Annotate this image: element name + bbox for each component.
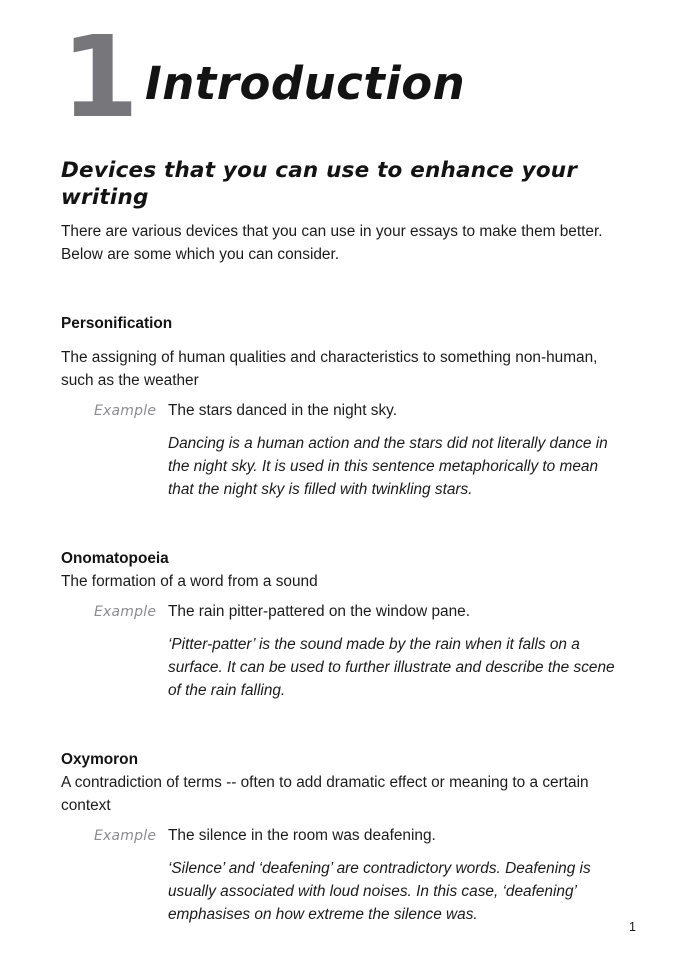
device-explanation: Dancing is a human action and the stars did not literally dance in the night sky. It is used in this sentence metaphorically to mean that the night sky is filled with twinkling stars. [168,435,608,498]
example-sentence: The silence in the room was deafening. [168,827,436,844]
device-explanation: ‘Silence’ and ‘deafening’ are contradictory words. Deafening is usually associated with loud noises. In this case, ‘deafening’ emphasises on how extreme the silence was. [168,860,591,923]
example-label: Example [94,604,157,620]
device-definition: The assigning of human qualities and characteristics to something non-human, such as the weather [61,349,598,389]
device-entry-onomatopoeia [61,548,627,702]
page-content [61,157,627,926]
example-sentence: The rain pitter-pattered on the window pane. [168,603,471,620]
device-example-row [61,824,627,848]
device-example-row [61,399,627,423]
device-entry-oxymoron [61,749,627,926]
example-sentence: The stars danced in the night sky. [168,402,397,419]
chapter-title: Introduction [145,57,466,110]
example-label: Example [94,828,157,844]
section-intro-paragraph: There are various devices that you can use in your essays to make them better. Below are some which you can consider. [61,223,603,263]
page-number: 1 [629,920,636,934]
chapter-header [61,13,621,143]
device-definition: The formation of a word from a sound [61,573,318,590]
device-name: Onomatopoeia [61,550,169,567]
device-explanation: ‘Pitter-patter’ is the sound made by the rain when it falls on a surface. It can be used to further illustrate and describe the scene of the rain falling. [168,636,615,699]
device-entry-personification [61,313,627,501]
device-example-row [61,600,627,624]
section-heading: Devices that you can use to enhance your writing [61,158,578,210]
device-name: Oxymoron [61,751,138,768]
chapter-number: 1 [61,13,137,143]
device-name: Personification [61,315,173,332]
example-label: Example [94,403,157,419]
device-definition: A contradiction of terms -- often to add dramatic effect or meaning to a certain context [61,774,589,814]
